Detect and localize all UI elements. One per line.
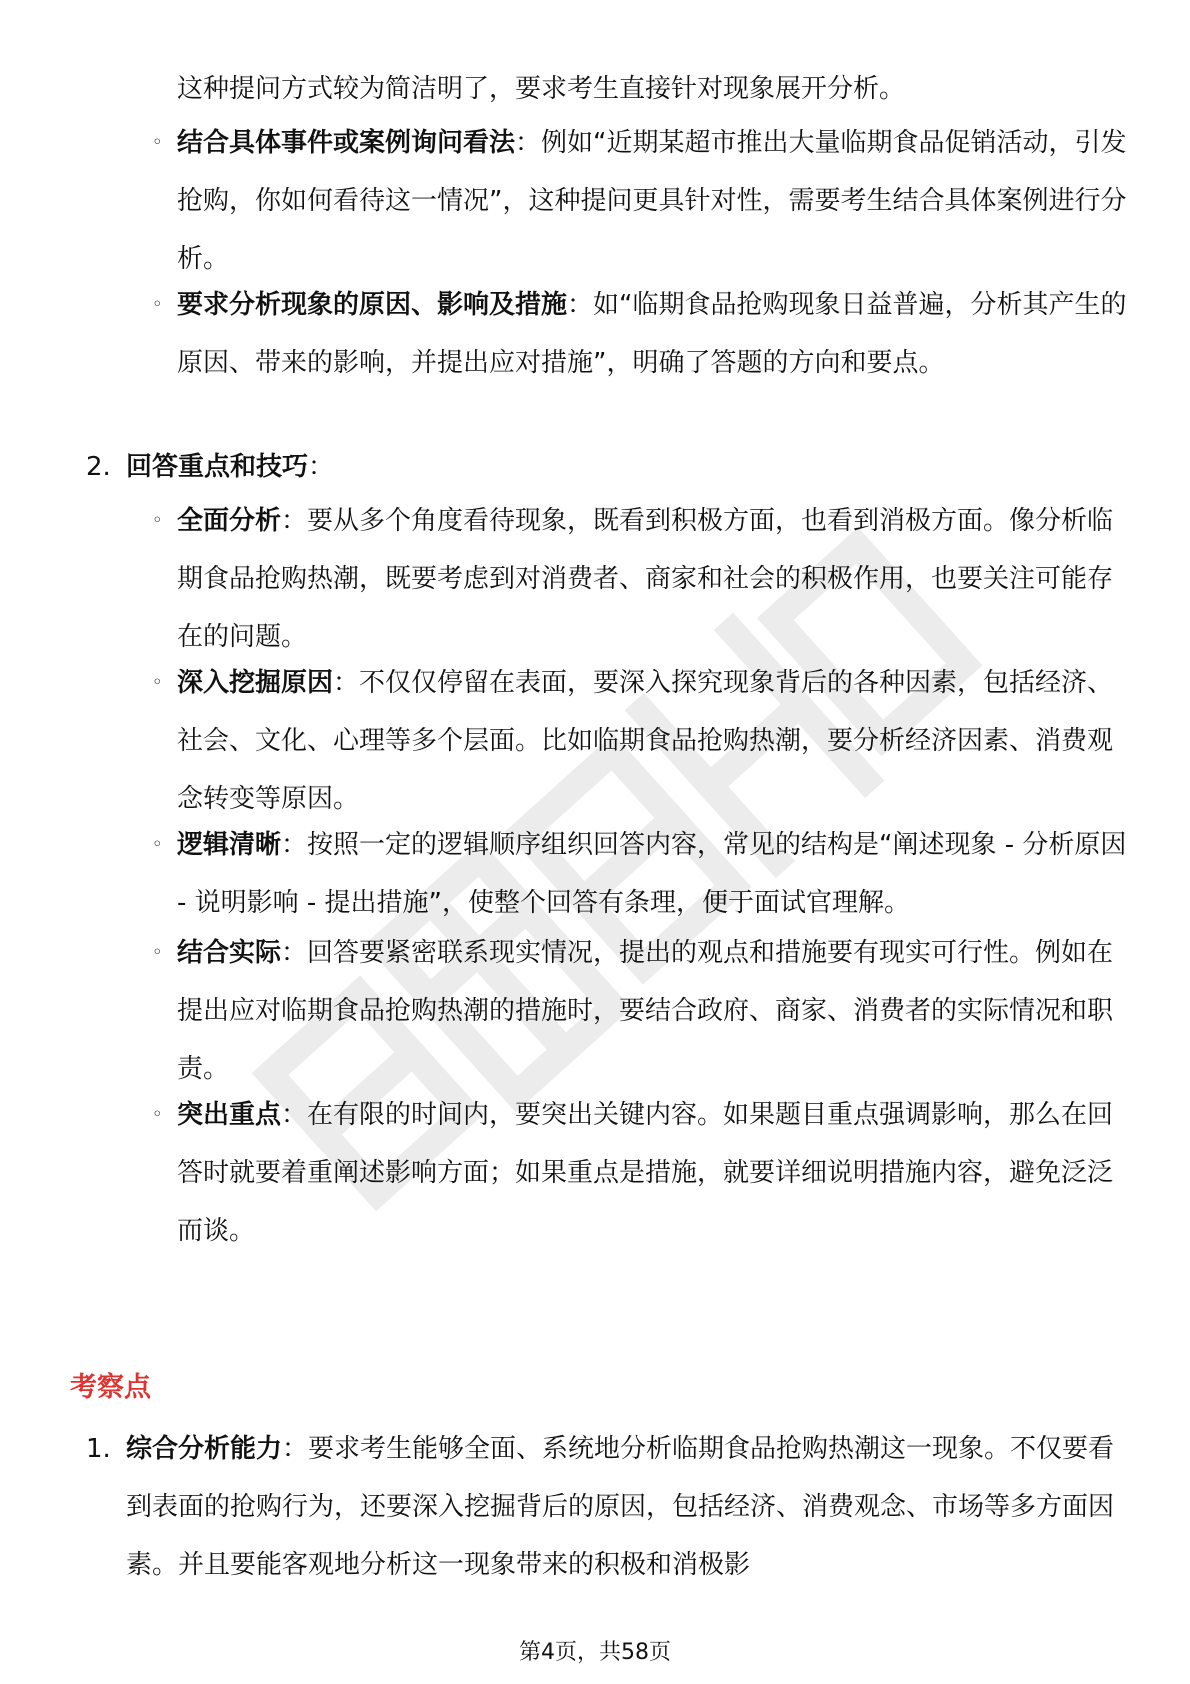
list-item-text: ：要从多个角度看待现象，既看到积极方面，也看到消极方面。像分析临期食品抢购热潮，既要考虑到对消费者、商家和社会的积极作用，也要关注可能存在的问题。 — [177, 506, 1114, 652]
bullet-icon: ◦ — [152, 672, 163, 693]
list-item-title: 要求分析现象的原因、影响及措施 — [177, 290, 568, 320]
numbered-item-title: 综合分析能力 — [126, 1434, 283, 1464]
list-item — [152, 492, 1132, 666]
list-item — [152, 1086, 1132, 1260]
list-item — [152, 816, 1132, 932]
bullet-icon: ◦ — [152, 942, 163, 963]
numbered-item-body — [126, 1420, 1126, 1594]
list-item-text: ：不仅仅停留在表面，要深入探究现象背后的各种因素，包括经济、社会、文化、心理等多个层面。比如临期食品抢购热潮，要分析经济因素、消费观念转变等原因。 — [177, 668, 1114, 814]
list-item-text: ：如“临期食品抢购现象日益普遍，分析其产生的原因、带来的影响，并提出应对措施”，明确了答题的方向和要点。 — [177, 290, 1127, 378]
numbered-item-title: 回答重点和技巧 — [126, 452, 309, 482]
list-item-body — [177, 816, 1127, 932]
list-item-body — [177, 654, 1127, 828]
numbered-item-text: ：要求考生能够全面、系统地分析临期食品抢购热潮这一现象。不仅要看到表面的抢购行为，还要深入挖掘背后的原因，包括经济、消费观念、市场等多方面因素。并且要能客观地分析这一现象带来的积极和消极影 — [126, 1434, 1115, 1580]
bullet-icon: ◦ — [152, 132, 163, 153]
list-item-body — [177, 276, 1127, 392]
numbered-item-body — [126, 438, 1126, 496]
list-number: 2. — [86, 452, 111, 482]
list-item-text: ：例如“近期某超市推出大量临期食品促销活动，引发抢购，你如何看待这一情况”，这种提问更具针对性，需要考生结合具体案例进行分析。 — [177, 128, 1127, 274]
list-item-text: ：在有限的时间内，要突出关键内容。如果题目重点强调影响，那么在回答时就要着重阐述影响方面；如果重点是措施，就要详细说明措施内容，避免泛泛而谈。 — [177, 1100, 1114, 1246]
section-heading: 考察点 — [70, 1372, 151, 1403]
list-item-title: 结合具体事件或案例询问看法 — [177, 128, 516, 158]
list-item — [152, 114, 1132, 288]
numbered-item-suffix: ： — [308, 452, 335, 482]
list-item — [152, 924, 1132, 1098]
page-footer: 第4页，共58页 — [519, 1640, 671, 1665]
list-number: 1. — [86, 1434, 111, 1464]
list-item-body — [177, 114, 1127, 288]
bullet-icon: ◦ — [152, 294, 163, 315]
list-item — [152, 654, 1132, 828]
list-item-title: 突出重点 — [177, 1100, 282, 1130]
numbered-item-answer-tips — [86, 438, 1126, 496]
list-item — [152, 276, 1132, 392]
bullet-icon: ◦ — [152, 834, 163, 855]
list-item-body — [177, 924, 1127, 1098]
list-item-title: 全面分析 — [177, 506, 282, 536]
list-item-body — [177, 1086, 1127, 1260]
list-item-text: ：按照一定的逻辑顺序组织回答内容，常见的结构是“阐述现象 - 分析原因 - 说明影响 - 提出措施”，使整个回答有条理，便于面试官理解。 — [177, 830, 1127, 918]
bullet-icon: ◦ — [152, 1104, 163, 1125]
list-item-title: 结合实际 — [177, 938, 282, 968]
list-item-text: ：回答要紧密联系现实情况，提出的观点和措施要有现实可行性。例如在提出应对临期食品抢购热潮的措施时，要结合政府、商家、消费者的实际情况和职责。 — [177, 938, 1114, 1084]
bullet-icon: ◦ — [152, 510, 163, 531]
list-item-title: 深入挖掘原因 — [177, 668, 334, 698]
numbered-item — [86, 1420, 1126, 1594]
list-item-title: 逻辑清晰 — [177, 830, 282, 860]
intro-line: 这种提问方式较为简洁明了，要求考生直接针对现象展开分析。 — [177, 74, 906, 104]
list-item-body — [177, 492, 1127, 666]
